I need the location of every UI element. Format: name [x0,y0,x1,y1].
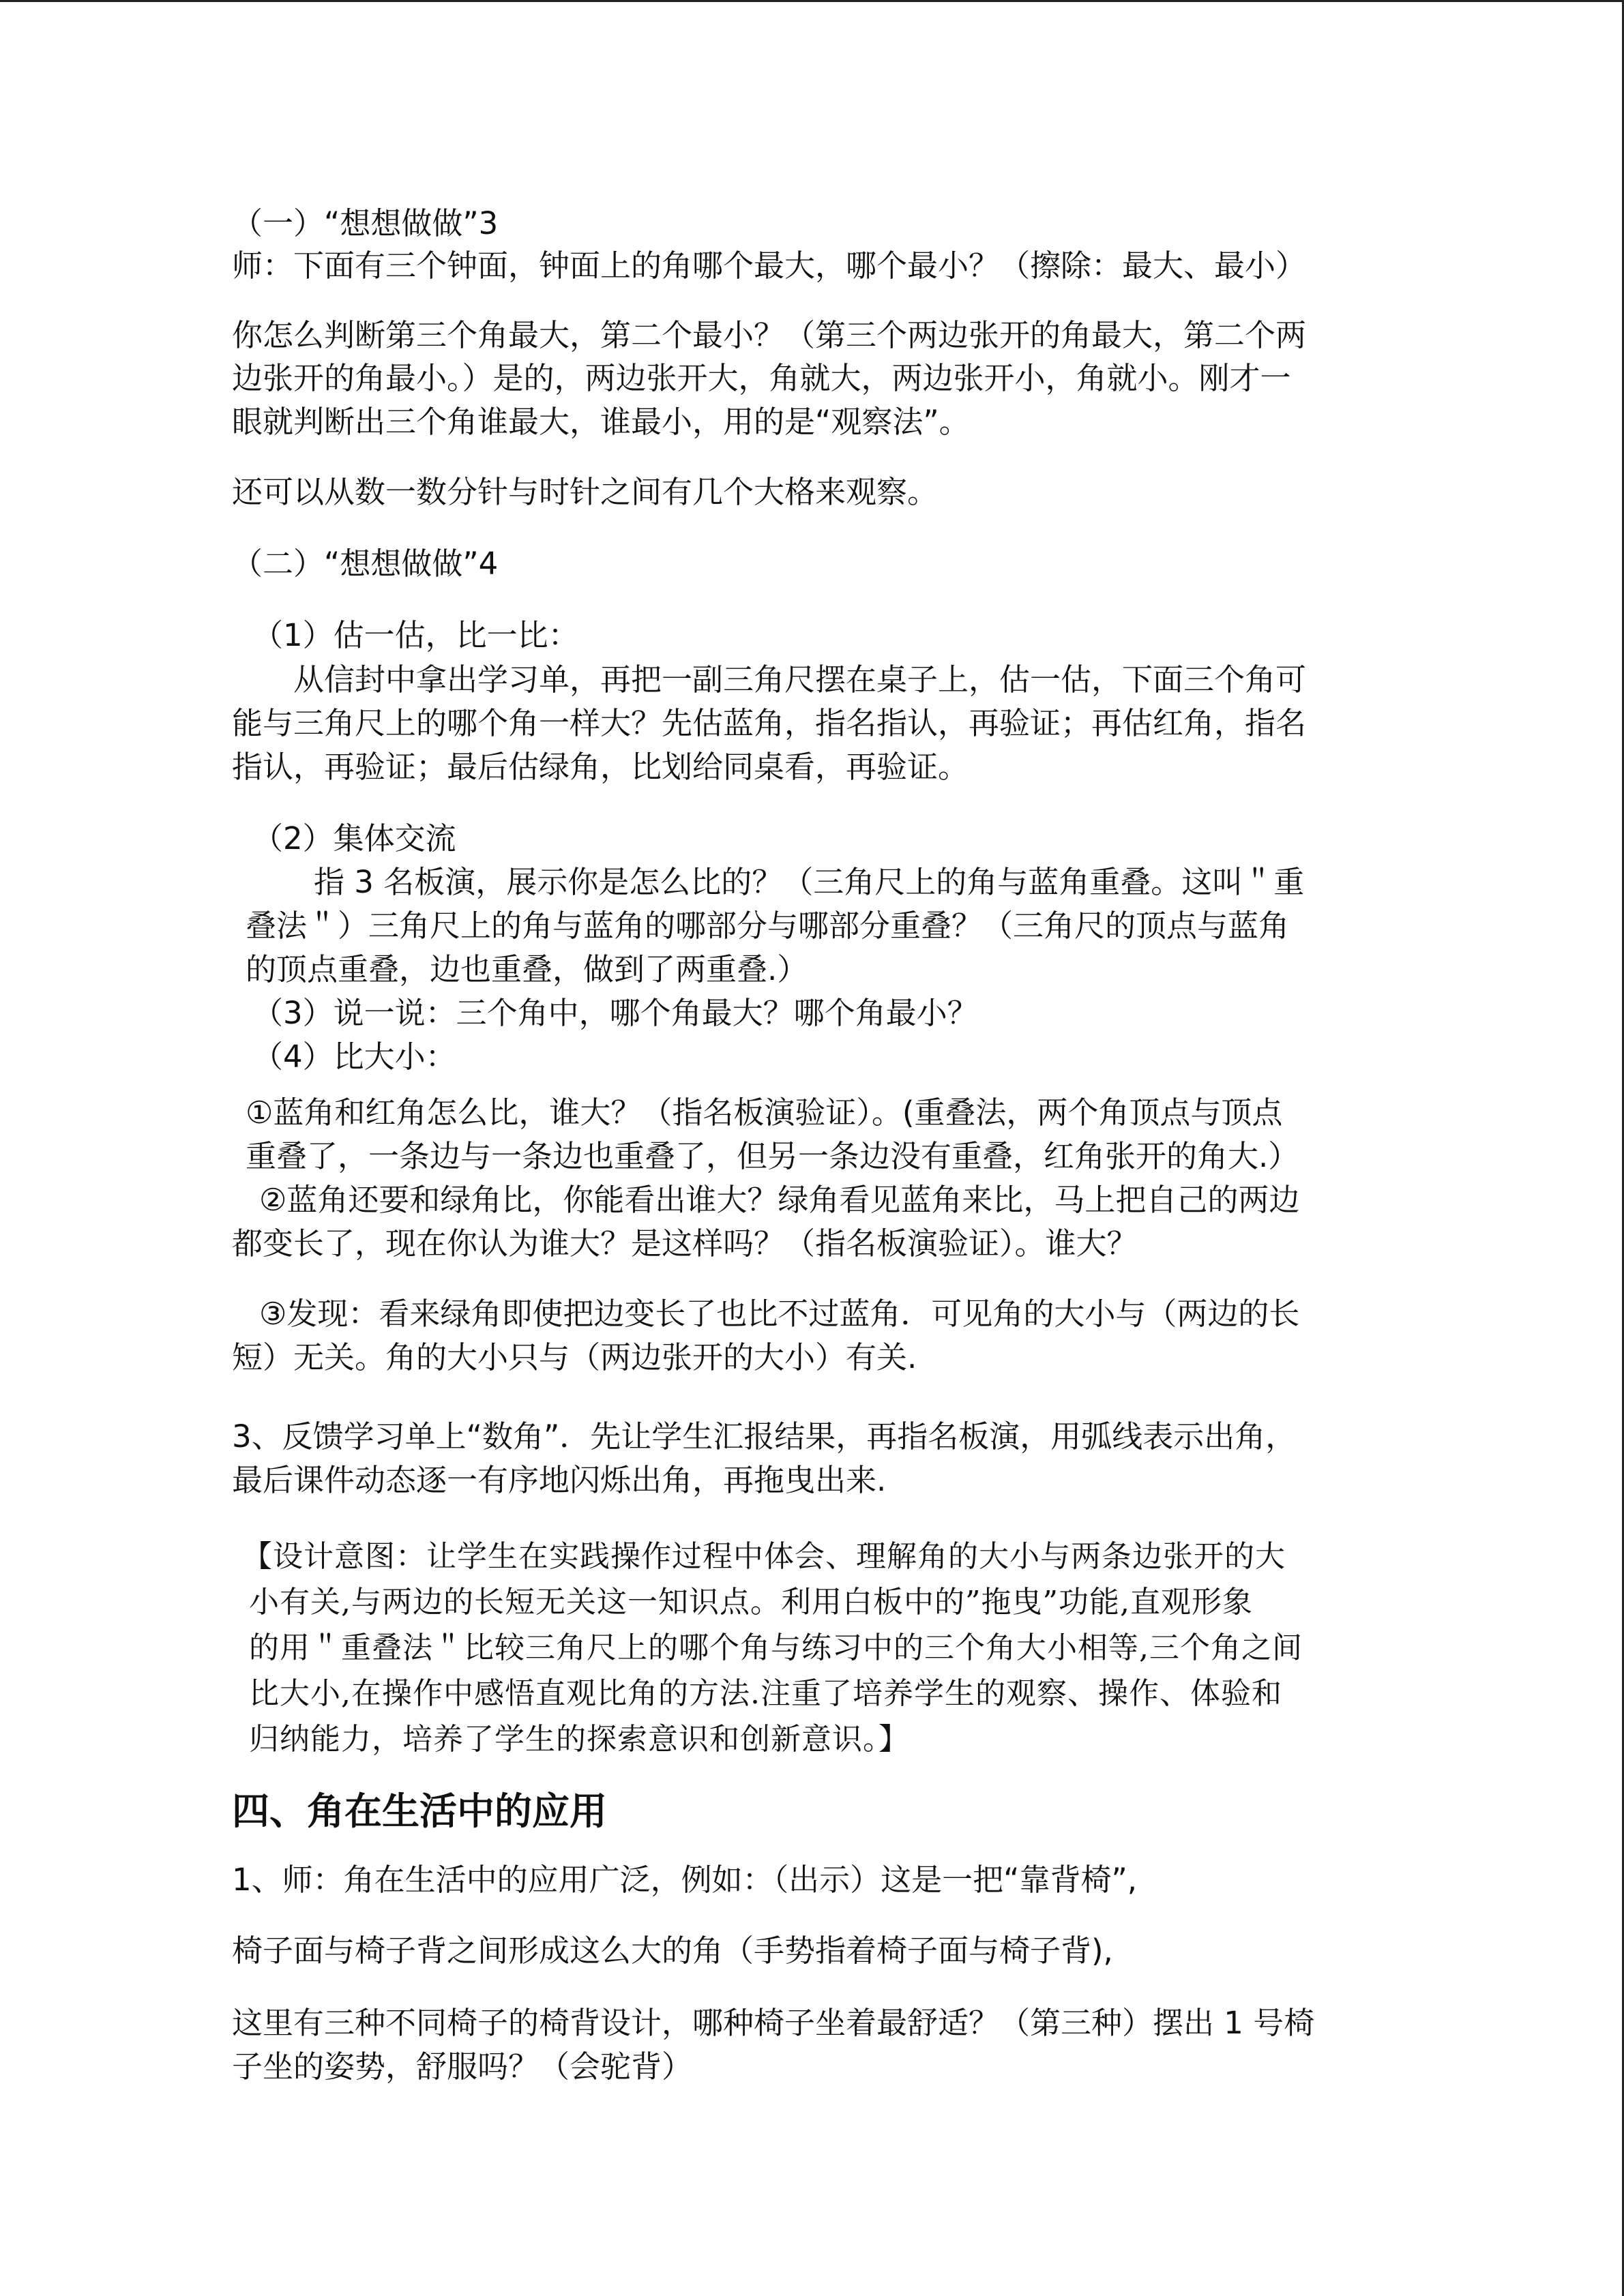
text-line: ②蓝角还要和绿角比，你能看出谁大？绿角看见蓝角来比，马上把自己的两边 [259,1182,1300,1218]
text-line: 的顶点重叠，边也重叠，做到了两重叠.） [246,951,808,987]
design-note: 的用＂重叠法＂比较三角尺上的哪个角与练习中的三个角大小相等,三个角之间 [249,1630,1303,1665]
text-line: 还可以从数一数分针与时针之间有几个大格来观察。 [232,474,939,510]
text-line: 师：下面有三个钟面，钟面上的角哪个最大，哪个最小？（擦除：最大、最小） [232,248,1307,284]
text-line: 最后课件动态逐一有序地闪烁出角，再拖曳出来. [232,1462,887,1498]
text-line: 重叠了，一条边与一条边也重叠了，但另一条边没有重叠，红角张开的角大.） [246,1138,1299,1174]
text-line: ①蓝角和红角怎么比，谁大？（指名板演验证）。(重叠法，两个角顶点与顶点 [246,1094,1283,1131]
section-title-4: （二）“想想做做”4 [232,546,499,582]
page-border-top [0,0,1624,2]
text-line: 能与三角尺上的哪个角一样大？先估蓝角，指名指认，再验证；再估红角，指名 [232,705,1307,741]
text-line: 你怎么判断第三个角最大，第二个最小？（第三个两边张开的角最大，第二个两 [232,317,1307,353]
subsection-title: （1）估一估，比一比： [252,617,579,653]
design-note: 【设计意图：让学生在实践操作过程中体会、理解角的大小与两条边张开的大 [242,1539,1286,1574]
text-line: 椅子面与椅子背之间形成这么大的角（手势指着椅子面与椅子背), [232,1933,1113,1969]
text-line: 1、师：角在生活中的应用广泛，例如：（出示）这是一把“靠背椅”, [232,1862,1138,1898]
text-line: 短）无关。角的大小只与（两边张开的大小）有关. [232,1339,917,1375]
text-line: 都变长了，现在你认为谁大？是这样吗？（指名板演验证）。谁大？ [232,1225,1138,1262]
text-line: 指认，再验证；最后估绿角，比划给同桌看，再验证。 [232,749,969,785]
section-heading: 四、角在生活中的应用 [232,1789,608,1833]
design-note: 比大小,在操作中感悟直观比角的方法.注重了培养学生的观察、操作、体验和 [249,1676,1282,1711]
text-line: 从信封中拿出学习单，再把一副三角尺摆在桌子上，估一估，下面三个角可 [293,661,1307,698]
subsection-title: （4）比大小： [252,1039,456,1075]
text-line: ③发现：看来绿角即使把边变长了也比不过蓝角．可见角的大小与（两边的长 [259,1296,1300,1332]
text-line: 子坐的姿势，舒服吗？（会驼背） [232,2048,693,2085]
text-line: 眼就判断出三个角谁最大，谁最小，用的是“观察法”。 [232,404,970,440]
text-line: 指 3 名板演，展示你是怎么比的？（三角尺上的角与蓝角重叠。这叫＂重 [314,864,1305,900]
text-line: 这里有三种不同椅子的椅背设计，哪种椅子坐着最舒适？（第三种）摆出 1 号椅 [232,2005,1315,2041]
text-line: 边张开的角最小。）是的，两边张开大，角就大，两边张开小，角就小。刚才一 [232,360,1291,396]
text-line: 叠法＂）三角尺上的角与蓝角的哪部分与哪部分重叠？（三角尺的顶点与蓝角 [246,908,1290,944]
subsection-title: （3）说一说：三个角中，哪个角最大？哪个角最小？ [252,995,978,1031]
section-title-3: （一）“想想做做”3 [232,205,499,241]
subsection-title: （2）集体交流 [252,820,456,856]
design-note: 小有关,与两边的长短无关这一知识点。利用白板中的”拖曳”功能,直观形象 [249,1585,1253,1620]
design-note: 归纳能力，培养了学生的探索意识和创新意识。】 [249,1722,909,1757]
text-line: 3、反馈学习单上“数角”．先让学生汇报结果，再指名板演，用弧线表示出角， [232,1418,1297,1455]
